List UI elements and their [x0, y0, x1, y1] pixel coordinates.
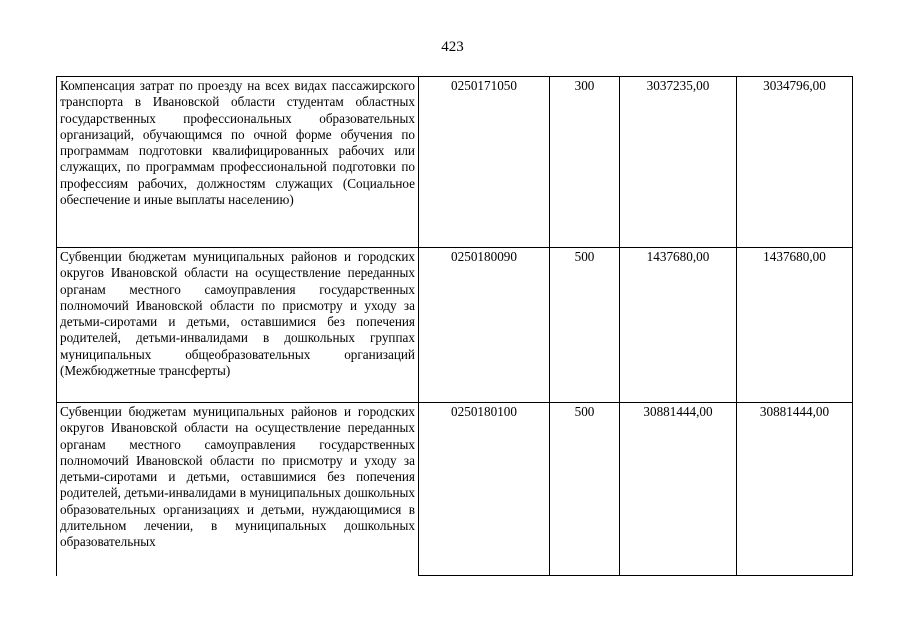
amount-year-2-cell: 30881444,00: [737, 403, 853, 576]
budget-table: [56, 76, 853, 576]
amount-year-1-cell: 30881444,00: [620, 403, 737, 576]
target-article-code-cell: 0250180100: [419, 403, 550, 576]
amount-year-2-cell: 1437680,00: [737, 248, 853, 403]
expense-name-cell: Компенсация затрат по проезду на всех видах пассажирского транспорта в Ивановской области студентам областных государственных профессиональных образовательных организаций, обучающимся по очной форме обучения по программам подготовки квалифицированных рабочих или служащих, по программам профессиональной подготовки по профессиям рабочих, должностям служащих (Социальное обеспечение и иные выплаты населению): [57, 77, 419, 248]
amount-year-1-cell: 3037235,00: [620, 77, 737, 248]
expense-type-cell: 500: [550, 248, 620, 403]
table-row: [57, 248, 853, 403]
amount-year-2-cell: 3034796,00: [737, 77, 853, 248]
table-row: [57, 77, 853, 248]
table-row: [57, 403, 853, 576]
amount-year-1-cell: 1437680,00: [620, 248, 737, 403]
expense-name-cell: Субвенции бюджетам муниципальных районов и городских округов Ивановской области на осуществление переданных органам местного самоуправления государственных полномочий Ивановской области по присмотру и уходу за детьми-сиротами и детьми, оставшимися без попечения родителей, детьми-инвалидами в муниципальных дошкольных образовательных организациях и детьми, нуждающимися в длительном лечении, в муниципальных дошкольных образовательных: [57, 403, 419, 576]
target-article-code-cell: 0250171050: [419, 77, 550, 248]
page-number: 423: [441, 39, 464, 55]
expense-type-cell: 500: [550, 403, 620, 576]
target-article-code-cell: 0250180090: [419, 248, 550, 403]
expense-type-cell: 300: [550, 77, 620, 248]
expense-name-cell: Субвенции бюджетам муниципальных районов и городских округов Ивановской области на осуществление переданных органам местного самоуправления государственных полномочий Ивановской области по присмотру и уходу за детьми-сиротами и детьми, оставшимися без попечения родителей, детьми-инвалидами в дошкольных группах муниципальных общеобразовательных организаций (Межбюджетные трансферты): [57, 248, 419, 403]
